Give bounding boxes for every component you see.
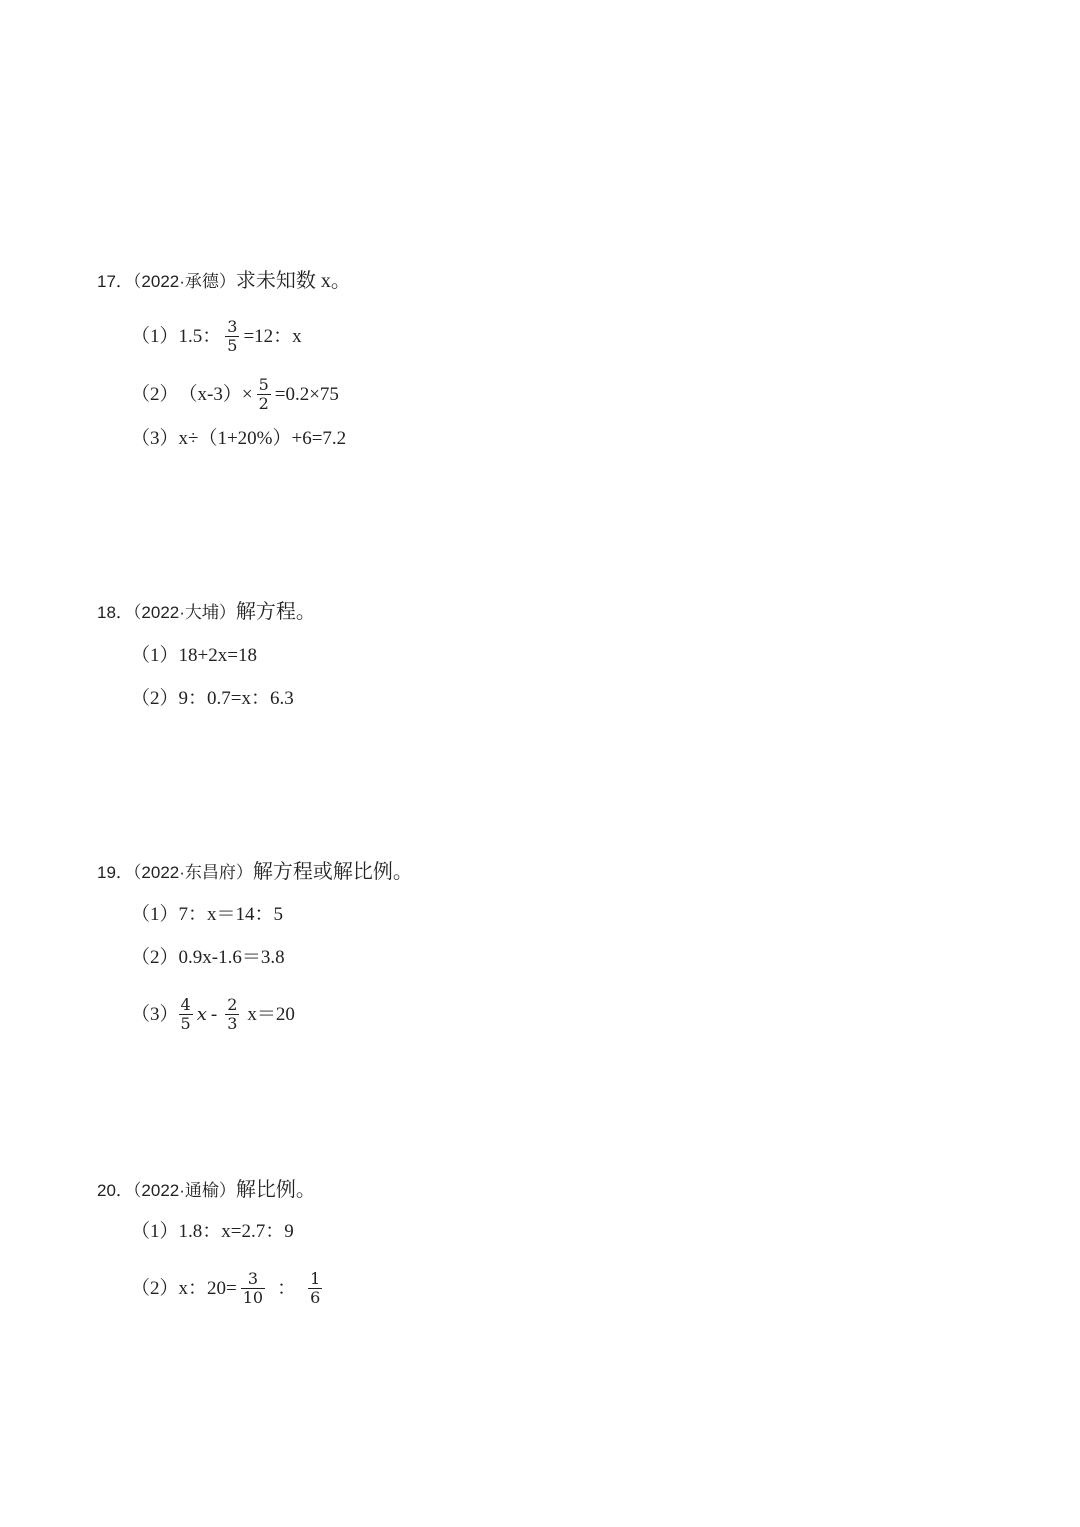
item-text: =0.2×75 — [274, 383, 339, 405]
fraction: $\frac{4}{5}$ — [180, 995, 191, 1033]
item-label: （2） — [131, 947, 179, 968]
item-text: =12：x — [243, 325, 302, 347]
item-label: （3） — [131, 428, 179, 449]
question-source: （2022·大埔） — [132, 603, 236, 622]
question-instruction: 解方程。 — [235, 601, 316, 623]
item-text: 0.9x-1.6＝3.8 — [178, 947, 285, 968]
question-19-item-2 — [131, 946, 285, 970]
question-17-item-1 — [131, 318, 302, 355]
item-label: （2） — [131, 688, 179, 709]
fraction: $\frac{3}{10}$ — [242, 1269, 264, 1307]
item-label: （3） — [131, 1003, 179, 1025]
question-19-item-1 — [131, 903, 283, 927]
item-label: （1） — [131, 645, 179, 666]
item-text: x÷（1+20%）+6=7.2 — [178, 428, 347, 449]
question-number: 19 — [97, 863, 116, 882]
item-text: 18+2x=18 — [178, 645, 257, 666]
question-20-item-2 — [131, 1270, 326, 1307]
question-20-heading: 20．（2022·通榆）解比例。 — [97, 1179, 316, 1201]
question-source: （2022·通榆） — [132, 1181, 236, 1200]
item-label: （1） — [131, 904, 179, 925]
question-number: 17 — [97, 272, 116, 291]
question-source: （2022·东昌府） — [132, 863, 253, 882]
question-number: 20 — [97, 1181, 116, 1200]
item-text: x：20= — [178, 1277, 237, 1299]
question-number: 18 — [97, 603, 116, 622]
question-instruction: 解方程或解比例。 — [252, 861, 413, 883]
question-19-item-3 — [131, 996, 295, 1033]
item-text: 9：0.7=x：6.3 — [178, 688, 294, 709]
item-text: x＝20 — [247, 1003, 295, 1025]
item-label: （2） — [131, 383, 179, 405]
fraction: $\frac{5}{2}$ — [258, 375, 269, 413]
question-instruction: 解比例。 — [235, 1179, 316, 1201]
fraction: $\frac{2}{3}$ — [227, 995, 238, 1033]
question-instruction: 求未知数 x。 — [235, 270, 351, 292]
question-17-item-2 — [131, 376, 339, 413]
question-18-item-1 — [131, 644, 257, 668]
fraction: $\frac{1}{6}$ — [310, 1269, 321, 1307]
question-20-item-1 — [131, 1220, 294, 1244]
question-17-item-3 — [131, 427, 346, 451]
question-19-heading: 19．（2022·东昌府）解方程或解比例。 — [97, 861, 413, 883]
item-label: （1） — [131, 1221, 179, 1242]
item-label: （2） — [131, 1277, 179, 1299]
fraction: $\frac{3}{5}$ — [227, 317, 238, 355]
ratio-sign: ： — [277, 1277, 297, 1299]
minus-sign: - — [210, 1003, 218, 1025]
question-source: （2022·承德） — [132, 272, 236, 291]
question-18-item-2 — [131, 687, 294, 711]
item-text: 1.8：x=2.7：9 — [178, 1221, 294, 1242]
item-text: 7：x＝14：5 — [178, 904, 284, 925]
item-text: 1.5： — [178, 325, 222, 347]
question-17-heading: 17．（2022·承德）求未知数 x。 — [97, 270, 351, 292]
item-text: （x-3）× — [178, 383, 253, 405]
math-variable: x — [196, 1003, 207, 1025]
question-18-heading: 18．（2022·大埔）解方程。 — [97, 601, 316, 623]
item-label: （1） — [131, 325, 179, 347]
